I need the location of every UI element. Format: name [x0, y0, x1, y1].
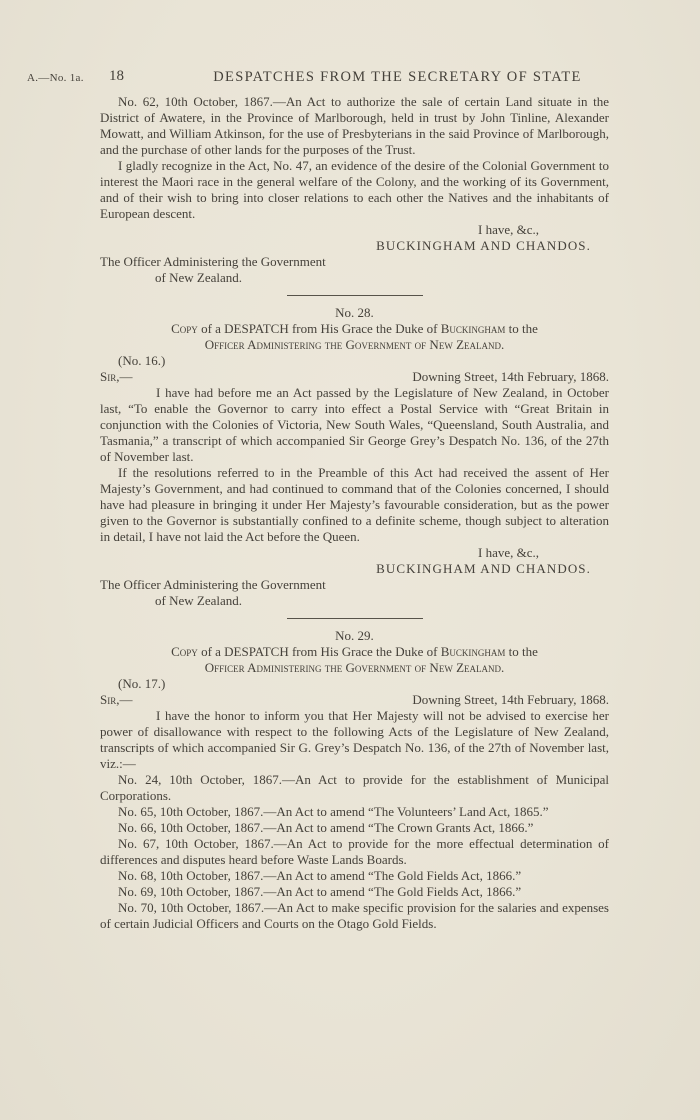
section-divider — [287, 618, 423, 619]
section-divider — [287, 295, 423, 296]
heading-line-2: Officer Administering the Government of New Zealand. — [204, 337, 505, 352]
page-number: 18 — [109, 68, 124, 84]
heading-mid-text: of a DESPATCH from His Grace the Duke of — [197, 321, 441, 336]
page-header — [0, 68, 700, 90]
despatch-28-subnumber: (No. 16.) — [118, 353, 166, 368]
dateline: Downing Street, 14th February, 1868. — [412, 692, 609, 707]
despatch-28-number: No. 28. — [335, 305, 374, 320]
despatch-29-subnumber: (No. 17.) — [118, 676, 166, 691]
act-list-item: No. 67, 10th October, 1867.—An Act to provide for the more effectual determination of differences and disputes heard before Waste Lands Boards. — [100, 836, 609, 867]
heading-duke-name: Buckingham — [440, 321, 506, 336]
intro-paragraph-2: I gladly recognize in the Act, No. 47, an evidence of the desire of the Colonial Government to interest the Maori race in the general welfare of the Colony, and the working of its Government, and of their wish to bring into closer relations to each other the Natives and the inhabitants of European descent. — [100, 158, 609, 221]
running-title: DESPATCHES FROM THE SECRETARY OF STATE — [213, 69, 582, 85]
heading-tail-text: to the — [505, 644, 538, 659]
addressee-line-2: of New Zealand. — [155, 593, 242, 608]
heading-line-2: Officer Administering the Government of New Zealand. — [204, 660, 505, 675]
valediction: I have, &c., — [477, 545, 539, 560]
act-list-item: No. 66, 10th October, 1867.—An Act to amend “The Crown Grants Act, 1866.” — [118, 820, 534, 835]
addressee-line-1: The Officer Administering the Government — [100, 577, 326, 592]
heading-copy-word: Copy — [171, 321, 198, 336]
heading-tail-text: to the — [505, 321, 538, 336]
heading-mid-text: of a DESPATCH from His Grace the Duke of — [197, 644, 441, 659]
act-list-item: No. 69, 10th October, 1867.—An Act to amend “The Gold Fields Act, 1866.” — [118, 884, 522, 899]
despatch-28-paragraph-1: I have had before me an Act passed by the Legislature of New Zealand, in October last, “To enable the Governor to carry into effect a Postal Service with “Great Britain in conjunction with the Colonies of Victoria, New South Wales, “Queensland, South Australia, and Tasmania,” a transcript of which accompanied Sir George Grey’s Despatch No. 136, of the 27th of November last. — [100, 385, 609, 464]
despatch-29-number: No. 29. — [335, 628, 374, 643]
salutation: Sir,— — [100, 692, 133, 707]
doc-reference: A.—No. 1a. — [27, 72, 84, 84]
intro-paragraph-1: No. 62, 10th October, 1867.—An Act to authorize the sale of certain Land situate in the District of Awatere, in the Province of Marlborough, held in trust by John Tinline, Alexander Mowatt, and William Atkinson, for the use of Presbyterians in the said Province of Marlborough, and the purchase of other lands for the purposes of the Trust. — [100, 94, 609, 157]
addressee-line-1: The Officer Administering the Government — [100, 254, 326, 269]
valediction: I have, &c., — [477, 222, 539, 237]
act-list-item: No. 65, 10th October, 1867.—An Act to amend “The Volunteers’ Land Act, 1865.” — [118, 804, 549, 819]
despatch-29-heading — [100, 644, 609, 676]
page-body — [100, 94, 609, 932]
signature: BUCKINGHAM AND CHANDOS. — [376, 238, 591, 253]
salutation: Sir,— — [100, 369, 133, 384]
dateline: Downing Street, 14th February, 1868. — [412, 369, 609, 384]
signature: BUCKINGHAM AND CHANDOS. — [376, 561, 591, 576]
despatch-28-heading — [100, 321, 609, 353]
act-list-item: No. 24, 10th October, 1867.—An Act to provide for the establishment of Municipal Corporations. — [100, 772, 609, 803]
heading-copy-word: Copy — [171, 644, 198, 659]
despatch-29-salutation-row — [100, 692, 609, 708]
despatch-28-paragraph-2: If the resolutions referred to in the Preamble of this Act had received the assent of Her Majesty’s Government, and had continued to command that of the Colonies concerned, I should have had pleasure in bringing it under Her Majesty’s favourable consideration, but as the power given to the Governor is substantially confined to a definite scheme, though subject to alteration in detail, I have not laid the Act before the Queen. — [100, 465, 609, 544]
addressee-line-2: of New Zealand. — [155, 270, 242, 285]
despatch-28-salutation-row — [100, 369, 609, 385]
act-list-item: No. 68, 10th October, 1867.—An Act to amend “The Gold Fields Act, 1866.” — [118, 868, 522, 883]
act-list-item: No. 70, 10th October, 1867.—An Act to make specific provision for the salaries and expenses of certain Judicial Officers and Courts on the Otago Gold Fields. — [100, 900, 609, 931]
heading-duke-name: Buckingham — [440, 644, 506, 659]
despatch-29-paragraph-1: I have the honor to inform you that Her Majesty will not be advised to exercise her power of disallowance with respect to the following Acts of the Legislature of New Zealand, transcripts of which accompanied Sir G. Grey’s Despatch No. 136, of the 27th of November last, viz.:— — [100, 708, 609, 771]
